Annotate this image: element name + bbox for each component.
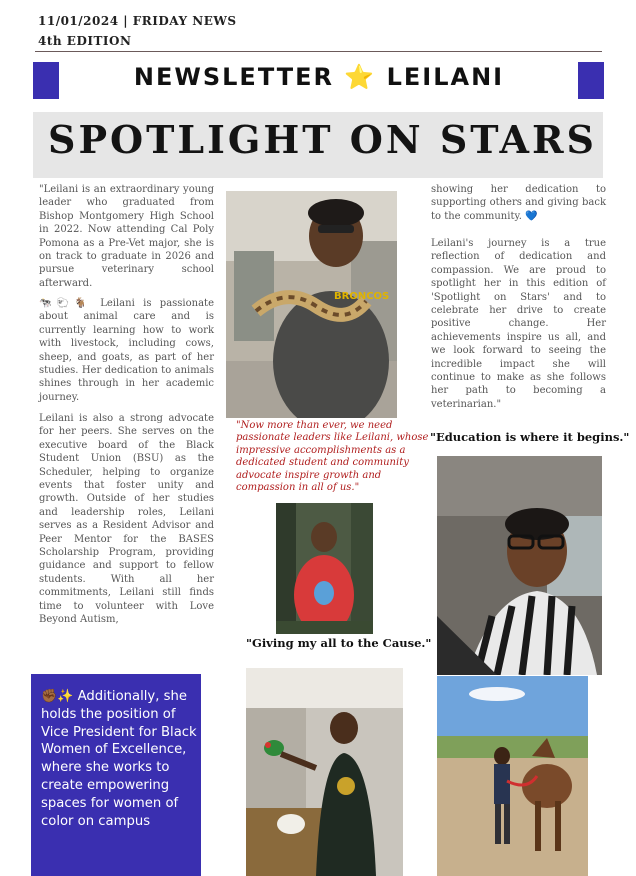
svg-text:BRONCOS: BRONCOS (334, 291, 390, 302)
photo-red-shirt-portrait (276, 503, 373, 634)
pull-quote: "Now more than ever, we need passionate leaders like Leilani, whose impressive accomplishments as a dedicated student and community advocate inspire growth and compassion in all of us." (236, 420, 429, 494)
callout-text (41, 688, 197, 830)
newsletter-title (60, 62, 578, 92)
callout-body: Additionally, she holds the position of Vice President for Black Women of Excellence, where she works to create empowering spaces for women of color on campus (41, 689, 197, 829)
article-col3-p1: showing her dedication to supporting others and giving back to the community. 💙 (431, 184, 606, 222)
caption-giving: "Giving my all to the Cause." (246, 636, 432, 650)
caption-education: "Education is where it begins." (430, 430, 630, 444)
article-col1-p3: Leilani is also a strong advocate for her peers. She serves on the executive board of the Black Student Union (BSU) as the Scheduler, helping to organize events that foster unity and growth. Outside of her studies and leadership roles, Leilani serves as a Resident Advisor and Peer Mentor for the BASES Scholarship Program, providing guidance and support to fellow students. With all her commitments, Leilani still finds time to volunteer with Love Beyond Autism, (39, 413, 214, 626)
photo-with-horse (437, 676, 588, 876)
photo-with-bird (246, 668, 403, 876)
masthead-right-block (578, 62, 604, 99)
issue-date: 11/01/2024 | FRIDAY NEWS (38, 14, 237, 28)
edition-label: 4th EDITION (38, 34, 132, 48)
masthead-left-block (33, 62, 59, 99)
photo-car-selfie (437, 456, 602, 675)
article-col1-p2: 🐄🐑🐐 Leilani is passionate about animal care and is currently learning how to work with livestock, including cows, sheep, and goats, as part of her studies. Her dedication to animals shines through in her academic journey. (39, 298, 214, 403)
article-col1-p1: "Leilani is an extraordinary young leader who graduated from Bishop Montgomery High School in 2022. Now attending Cal Poly Pomona as a Pre-Vet major, she is on track to graduate in 2026 and pursue veterinary school afterward. (39, 184, 214, 289)
newsletter-title-right: LEILANI (386, 63, 505, 91)
spotlight-title: SPOTLIGHT ON STARS (48, 117, 597, 162)
photo-holding-snake (226, 191, 397, 418)
header-divider (35, 51, 602, 52)
newsletter-title-left: NEWSLETTER (133, 63, 334, 91)
fist-sparkles-icon: ✊🏾✨ (41, 689, 74, 704)
star-icon: ⭐ (344, 63, 377, 91)
article-col3-p2: Leilani's journey is a true reflection of dedication and compassion. We are proud to spotlight her in this edition of 'Spotlight on Stars' and to celebrate her drive to create positive change. Her achievements inspire us all, and we look forward to seeing the incredible impact she will continue to make as she follows her path to becoming a veterinarian." (431, 238, 606, 410)
